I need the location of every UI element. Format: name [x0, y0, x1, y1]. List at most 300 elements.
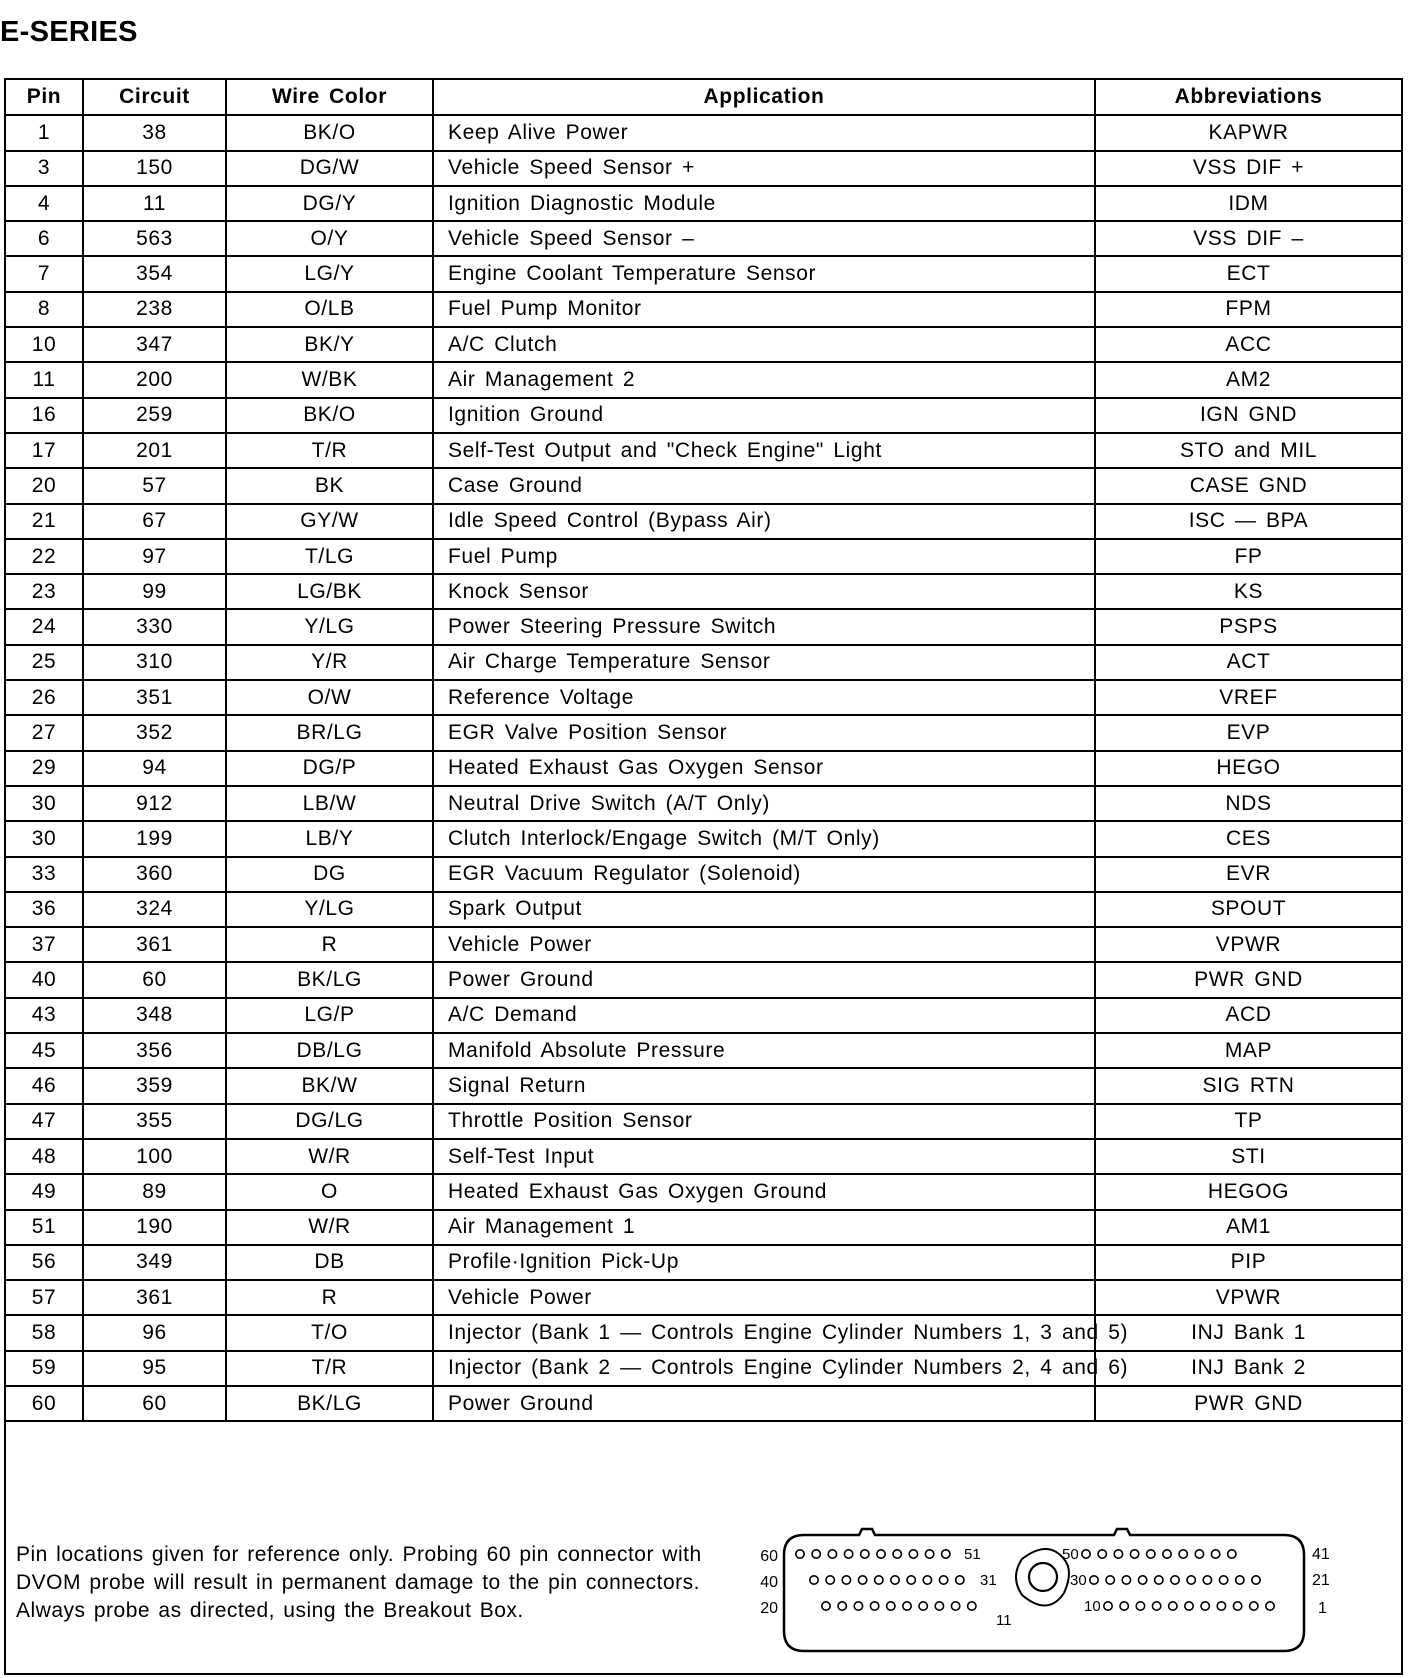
- pin-hole: [1122, 1576, 1130, 1584]
- circuit-cell: 95: [83, 1351, 226, 1386]
- circuit-cell: 94: [83, 751, 226, 786]
- pin-hole: [1201, 1602, 1209, 1610]
- pin-cell: 24: [6, 609, 83, 644]
- pin-hole: [968, 1602, 976, 1610]
- table-row: [6, 433, 1401, 468]
- table-row: [6, 892, 1401, 927]
- connector-center-post: [1029, 1563, 1057, 1591]
- table-row: [6, 151, 1401, 186]
- pin-hole: [1250, 1602, 1258, 1610]
- application-cell: Idle Speed Control (Bypass Air): [433, 504, 1095, 539]
- circuit-cell: 89: [83, 1174, 226, 1209]
- pin-hole: [1203, 1576, 1211, 1584]
- header-pin: Pin: [6, 80, 83, 115]
- pin-cell: 45: [6, 1033, 83, 1068]
- wire-color-cell: R: [226, 927, 433, 962]
- table-row: [6, 1245, 1401, 1280]
- circuit-cell: 60: [83, 962, 226, 997]
- application-cell: Fuel Pump: [433, 539, 1095, 574]
- pin-hole: [903, 1602, 911, 1610]
- pin-hole: [923, 1576, 931, 1584]
- pin-hole: [1163, 1550, 1171, 1558]
- wire-color-cell: BK/W: [226, 1068, 433, 1103]
- pin-hole: [1236, 1576, 1244, 1584]
- wire-color-cell: O/W: [226, 680, 433, 715]
- probe-warning-note: [16, 1541, 756, 1625]
- pin-hole: [1138, 1576, 1146, 1584]
- table-row: [6, 362, 1401, 397]
- table-row: [6, 1351, 1401, 1386]
- abbreviation-cell: HEGO: [1095, 751, 1401, 786]
- table-row: [6, 1068, 1401, 1103]
- wire-color-cell: BK/O: [226, 115, 433, 150]
- pin-hole: [1266, 1602, 1274, 1610]
- pin-hole: [1106, 1576, 1114, 1584]
- wire-color-cell: LG/BK: [226, 574, 433, 609]
- application-cell: Vehicle Power: [433, 927, 1095, 962]
- pin-cell: 6: [6, 221, 83, 256]
- pin-cell: 26: [6, 680, 83, 715]
- table-row: [6, 857, 1401, 892]
- abbreviation-cell: FP: [1095, 539, 1401, 574]
- pin-cell: 16: [6, 398, 83, 433]
- wire-color-cell: GY/W: [226, 504, 433, 539]
- abbreviation-cell: VPWR: [1095, 1280, 1401, 1315]
- abbreviation-cell: STO and MIL: [1095, 433, 1401, 468]
- pin-cell: 43: [6, 998, 83, 1033]
- circuit-cell: 360: [83, 857, 226, 892]
- note-line: Pin locations given for reference only. Probing 60 pin connector with: [16, 1543, 702, 1566]
- circuit-cell: 97: [83, 539, 226, 574]
- table-row: [6, 468, 1401, 503]
- table-row: [6, 292, 1401, 327]
- application-cell: Neutral Drive Switch (A/T Only): [433, 786, 1095, 821]
- pin-cell: 49: [6, 1174, 83, 1209]
- abbreviation-cell: KS: [1095, 574, 1401, 609]
- pin-cell: 21: [6, 504, 83, 539]
- table-row: [6, 821, 1401, 856]
- row-label-20: 20: [760, 1600, 778, 1617]
- pin-hole: [1228, 1550, 1236, 1558]
- application-cell: Fuel Pump Monitor: [433, 292, 1095, 327]
- circuit-cell: 11: [83, 186, 226, 221]
- table-row: [6, 1210, 1401, 1245]
- header-wire-color: Wire Color: [226, 80, 433, 115]
- pin-cell: 25: [6, 645, 83, 680]
- abbreviation-cell: SIG RTN: [1095, 1068, 1401, 1103]
- pin-hole: [956, 1576, 964, 1584]
- circuit-cell: 259: [83, 398, 226, 433]
- table-row: [6, 962, 1401, 997]
- pin-hole: [942, 1550, 950, 1558]
- circuit-cell: 96: [83, 1315, 226, 1350]
- application-cell: Vehicle Power: [433, 1280, 1095, 1315]
- wire-color-cell: O: [226, 1174, 433, 1209]
- table-row: [6, 1033, 1401, 1068]
- pin-cell: 3: [6, 151, 83, 186]
- pin-hole: [1219, 1576, 1227, 1584]
- pin-hole: [1233, 1602, 1241, 1610]
- application-cell: Injector (Bank 2 — Controls Engine Cylinder Numbers 2, 4 and 6): [433, 1351, 1095, 1386]
- table-row: [6, 751, 1401, 786]
- application-cell: A/C Demand: [433, 998, 1095, 1033]
- wire-color-cell: LB/W: [226, 786, 433, 821]
- pin-cell: 57: [6, 1280, 83, 1315]
- application-cell: Vehicle Speed Sensor –: [433, 221, 1095, 256]
- pin-hole: [1187, 1576, 1195, 1584]
- abbreviation-cell: VPWR: [1095, 927, 1401, 962]
- abbreviation-cell: PSPS: [1095, 609, 1401, 644]
- abbreviation-cell: ISC — BPA: [1095, 504, 1401, 539]
- pin-hole: [891, 1576, 899, 1584]
- circuit-cell: 356: [83, 1033, 226, 1068]
- wire-color-cell: DB/LG: [226, 1033, 433, 1068]
- pin-hole: [1090, 1576, 1098, 1584]
- application-cell: Case Ground: [433, 468, 1095, 503]
- abbreviation-cell: INJ Bank 2: [1095, 1351, 1401, 1386]
- abbreviation-cell: PWR GND: [1095, 1386, 1401, 1421]
- table-row: [6, 398, 1401, 433]
- pin-hole: [870, 1602, 878, 1610]
- application-cell: Ignition Ground: [433, 398, 1095, 433]
- header-abbreviations: Abbreviations: [1095, 80, 1401, 115]
- pin-cell: 48: [6, 1139, 83, 1174]
- abbreviation-cell: MAP: [1095, 1033, 1401, 1068]
- table-row: [6, 645, 1401, 680]
- wire-color-cell: DG: [226, 857, 433, 892]
- table-row: [6, 1280, 1401, 1315]
- wire-color-cell: T/R: [226, 433, 433, 468]
- pin-hole: [810, 1576, 818, 1584]
- wire-color-cell: Y/R: [226, 645, 433, 680]
- circuit-cell: 150: [83, 151, 226, 186]
- abbreviation-cell: VSS DIF –: [1095, 221, 1401, 256]
- application-cell: Air Charge Temperature Sensor: [433, 645, 1095, 680]
- abbreviation-cell: VSS DIF +: [1095, 151, 1401, 186]
- pin-hole: [1130, 1550, 1138, 1558]
- circuit-cell: 310: [83, 645, 226, 680]
- pin-hole: [1179, 1550, 1187, 1558]
- pin-table-body: [6, 115, 1401, 1421]
- pin-hole: [796, 1550, 804, 1558]
- pin-cell: 46: [6, 1068, 83, 1103]
- circuit-cell: 99: [83, 574, 226, 609]
- abbreviation-cell: ACT: [1095, 645, 1401, 680]
- pin-hole: [1104, 1602, 1112, 1610]
- pin-label-30: 30: [1070, 1572, 1087, 1589]
- pin-cell: 29: [6, 751, 83, 786]
- application-cell: Air Management 2: [433, 362, 1095, 397]
- pin-hole: [1155, 1576, 1163, 1584]
- wire-color-cell: O/Y: [226, 221, 433, 256]
- abbreviation-cell: EVR: [1095, 857, 1401, 892]
- table-row: [6, 786, 1401, 821]
- circuit-cell: 359: [83, 1068, 226, 1103]
- application-cell: Self-Test Input: [433, 1139, 1095, 1174]
- application-cell: Injector (Bank 1 — Controls Engine Cylinder Numbers 1, 3 and 5): [433, 1315, 1095, 1350]
- application-cell: Profile·Ignition Pick-Up: [433, 1245, 1095, 1280]
- pin-label-10: 10: [1084, 1598, 1101, 1615]
- table-row: [6, 539, 1401, 574]
- application-cell: Manifold Absolute Pressure: [433, 1033, 1095, 1068]
- abbreviation-cell: VREF: [1095, 680, 1401, 715]
- wire-color-cell: O/LB: [226, 292, 433, 327]
- application-cell: Heated Exhaust Gas Oxygen Sensor: [433, 751, 1095, 786]
- circuit-cell: 201: [83, 433, 226, 468]
- circuit-cell: 355: [83, 1104, 226, 1139]
- abbreviation-cell: TP: [1095, 1104, 1401, 1139]
- pin-cell: 27: [6, 715, 83, 750]
- pin-cell: 1: [6, 115, 83, 150]
- abbreviation-cell: ACC: [1095, 327, 1401, 362]
- pin-hole: [1082, 1550, 1090, 1558]
- pin-hole: [1169, 1602, 1177, 1610]
- application-cell: Ignition Diagnostic Module: [433, 186, 1095, 221]
- abbreviation-cell: EVP: [1095, 715, 1401, 750]
- note-line: DVOM probe will result in permanent damage to the pin connectors.: [16, 1571, 700, 1594]
- application-cell: Heated Exhaust Gas Oxygen Ground: [433, 1174, 1095, 1209]
- circuit-cell: 57: [83, 468, 226, 503]
- application-cell: Self-Test Output and "Check Engine" Light: [433, 433, 1095, 468]
- wire-color-cell: LG/Y: [226, 256, 433, 291]
- pin-cell: 11: [6, 362, 83, 397]
- pin-label-31: 31: [980, 1572, 997, 1589]
- pin-hole: [875, 1576, 883, 1584]
- pin-hole: [925, 1550, 933, 1558]
- note-line: Always probe as directed, using the Breakout Box.: [16, 1599, 524, 1622]
- pin-label-51: 51: [964, 1546, 981, 1563]
- pin-cell: 4: [6, 186, 83, 221]
- circuit-cell: 347: [83, 327, 226, 362]
- pin-hole: [1152, 1602, 1160, 1610]
- application-cell: Power Ground: [433, 962, 1095, 997]
- pin-cell: 30: [6, 821, 83, 856]
- application-cell: Reference Voltage: [433, 680, 1095, 715]
- circuit-cell: 351: [83, 680, 226, 715]
- abbreviation-cell: NDS: [1095, 786, 1401, 821]
- pin-cell: 20: [6, 468, 83, 503]
- abbreviation-cell: STI: [1095, 1139, 1401, 1174]
- application-cell: Vehicle Speed Sensor +: [433, 151, 1095, 186]
- footer-panel: [6, 1503, 1401, 1673]
- wire-color-cell: DG/Y: [226, 186, 433, 221]
- pin-hole: [844, 1550, 852, 1558]
- table-row: [6, 574, 1401, 609]
- pin-table: [6, 80, 1401, 1422]
- pin-hole: [893, 1550, 901, 1558]
- pin-label-50: 50: [1062, 1546, 1079, 1563]
- wire-color-cell: BK: [226, 468, 433, 503]
- pin-cell: 8: [6, 292, 83, 327]
- wire-color-cell: T/LG: [226, 539, 433, 574]
- pin-hole: [939, 1576, 947, 1584]
- table-row: [6, 1386, 1401, 1421]
- pin-hole: [1147, 1550, 1155, 1558]
- header-application: Application: [433, 80, 1095, 115]
- pin-label-11: 11: [996, 1612, 1012, 1629]
- pin-hole: [1098, 1550, 1106, 1558]
- abbreviation-cell: FPM: [1095, 292, 1401, 327]
- table-row: [6, 927, 1401, 962]
- circuit-cell: 361: [83, 927, 226, 962]
- circuit-cell: 190: [83, 1210, 226, 1245]
- pin-cell: 22: [6, 539, 83, 574]
- pin-chart-sheet: [4, 78, 1403, 1675]
- wire-color-cell: LB/Y: [226, 821, 433, 856]
- table-row: [6, 327, 1401, 362]
- row-label-60: 60: [760, 1548, 778, 1565]
- wire-color-cell: W/BK: [226, 362, 433, 397]
- abbreviation-cell: CASE GND: [1095, 468, 1401, 503]
- abbreviation-cell: ACD: [1095, 998, 1401, 1033]
- circuit-cell: 361: [83, 1280, 226, 1315]
- abbreviation-cell: IDM: [1095, 186, 1401, 221]
- table-row: [6, 680, 1401, 715]
- row-label-40: 40: [760, 1574, 778, 1591]
- circuit-cell: 60: [83, 1386, 226, 1421]
- wire-color-cell: W/R: [226, 1139, 433, 1174]
- application-cell: EGR Valve Position Sensor: [433, 715, 1095, 750]
- table-row: [6, 1174, 1401, 1209]
- table-row: [6, 1139, 1401, 1174]
- pin-cell: 10: [6, 327, 83, 362]
- application-cell: Keep Alive Power: [433, 115, 1095, 150]
- pin-cell: 17: [6, 433, 83, 468]
- wire-color-cell: W/R: [226, 1210, 433, 1245]
- wire-color-cell: Y/LG: [226, 609, 433, 644]
- abbreviation-cell: IGN GND: [1095, 398, 1401, 433]
- wire-color-cell: BR/LG: [226, 715, 433, 750]
- table-row: [6, 1315, 1401, 1350]
- abbreviation-cell: PIP: [1095, 1245, 1401, 1280]
- circuit-cell: 330: [83, 609, 226, 644]
- pin-hole: [838, 1602, 846, 1610]
- circuit-cell: 38: [83, 115, 226, 150]
- table-row: [6, 1104, 1401, 1139]
- application-cell: Throttle Position Sensor: [433, 1104, 1095, 1139]
- wire-color-cell: DG/P: [226, 751, 433, 786]
- application-cell: Power Ground: [433, 1386, 1095, 1421]
- wire-color-cell: DB: [226, 1245, 433, 1280]
- pin-hole: [951, 1602, 959, 1610]
- wire-color-cell: DG/LG: [226, 1104, 433, 1139]
- page-title: E-SERIES: [0, 16, 138, 48]
- pin-hole: [1195, 1550, 1203, 1558]
- pin-hole: [858, 1576, 866, 1584]
- application-cell: A/C Clutch: [433, 327, 1095, 362]
- table-row: [6, 115, 1401, 150]
- pin-cell: 40: [6, 962, 83, 997]
- pin-hole: [828, 1550, 836, 1558]
- circuit-cell: 200: [83, 362, 226, 397]
- application-cell: Signal Return: [433, 1068, 1095, 1103]
- circuit-cell: 348: [83, 998, 226, 1033]
- application-cell: Spark Output: [433, 892, 1095, 927]
- pin-cell: 56: [6, 1245, 83, 1280]
- pin-hole: [909, 1550, 917, 1558]
- table-row: [6, 221, 1401, 256]
- pin-cell: 23: [6, 574, 83, 609]
- circuit-cell: 349: [83, 1245, 226, 1280]
- header-circuit: Circuit: [83, 80, 226, 115]
- circuit-cell: 100: [83, 1139, 226, 1174]
- pin-cell: 36: [6, 892, 83, 927]
- pin-hole: [1252, 1576, 1260, 1584]
- wire-color-cell: BK/O: [226, 398, 433, 433]
- pin-hole: [1171, 1576, 1179, 1584]
- application-cell: Clutch Interlock/Engage Switch (M/T Only): [433, 821, 1095, 856]
- table-row: [6, 504, 1401, 539]
- application-cell: EGR Vacuum Regulator (Solenoid): [433, 857, 1095, 892]
- table-row: [6, 186, 1401, 221]
- circuit-cell: 238: [83, 292, 226, 327]
- application-cell: Knock Sensor: [433, 574, 1095, 609]
- pin-hole: [877, 1550, 885, 1558]
- application-cell: Air Management 1: [433, 1210, 1095, 1245]
- row-label-21: 21: [1312, 1572, 1330, 1589]
- pin-hole: [861, 1550, 869, 1558]
- abbreviation-cell: SPOUT: [1095, 892, 1401, 927]
- abbreviation-cell: CES: [1095, 821, 1401, 856]
- pin-hole: [842, 1576, 850, 1584]
- pin-cell: 7: [6, 256, 83, 291]
- pin-hole: [887, 1602, 895, 1610]
- table-row: [6, 998, 1401, 1033]
- pin-hole: [826, 1576, 834, 1584]
- pin-hole: [1185, 1602, 1193, 1610]
- pin-hole: [1217, 1602, 1225, 1610]
- table-row: [6, 256, 1401, 291]
- row-label-1: 1: [1318, 1600, 1327, 1617]
- wire-color-cell: R: [226, 1280, 433, 1315]
- circuit-cell: 563: [83, 221, 226, 256]
- connector-pin-holes: [796, 1550, 1274, 1610]
- wire-color-cell: DG/W: [226, 151, 433, 186]
- wire-color-cell: Y/LG: [226, 892, 433, 927]
- pin-hole: [812, 1550, 820, 1558]
- pin-hole: [854, 1602, 862, 1610]
- circuit-cell: 912: [83, 786, 226, 821]
- pin-cell: 51: [6, 1210, 83, 1245]
- wire-color-cell: T/R: [226, 1351, 433, 1386]
- pin-cell: 58: [6, 1315, 83, 1350]
- pin-hole: [1120, 1602, 1128, 1610]
- abbreviation-cell: KAPWR: [1095, 115, 1401, 150]
- pin-hole: [1136, 1602, 1144, 1610]
- pin-cell: 47: [6, 1104, 83, 1139]
- abbreviation-cell: PWR GND: [1095, 962, 1401, 997]
- circuit-cell: 324: [83, 892, 226, 927]
- application-cell: Engine Coolant Temperature Sensor: [433, 256, 1095, 291]
- pin-cell: 33: [6, 857, 83, 892]
- pin-hole: [907, 1576, 915, 1584]
- pin-hole: [935, 1602, 943, 1610]
- table-row: [6, 715, 1401, 750]
- wire-color-cell: LG/P: [226, 998, 433, 1033]
- pin-cell: 30: [6, 786, 83, 821]
- wire-color-cell: BK/Y: [226, 327, 433, 362]
- header-row: [6, 80, 1401, 115]
- wire-color-cell: BK/LG: [226, 1386, 433, 1421]
- pin-cell: 60: [6, 1386, 83, 1421]
- wire-color-cell: T/O: [226, 1315, 433, 1350]
- connector-diagram: [760, 1513, 1384, 1663]
- pin-hole: [919, 1602, 927, 1610]
- table-row: [6, 609, 1401, 644]
- pin-hole: [822, 1602, 830, 1610]
- circuit-cell: 354: [83, 256, 226, 291]
- wire-color-cell: BK/LG: [226, 962, 433, 997]
